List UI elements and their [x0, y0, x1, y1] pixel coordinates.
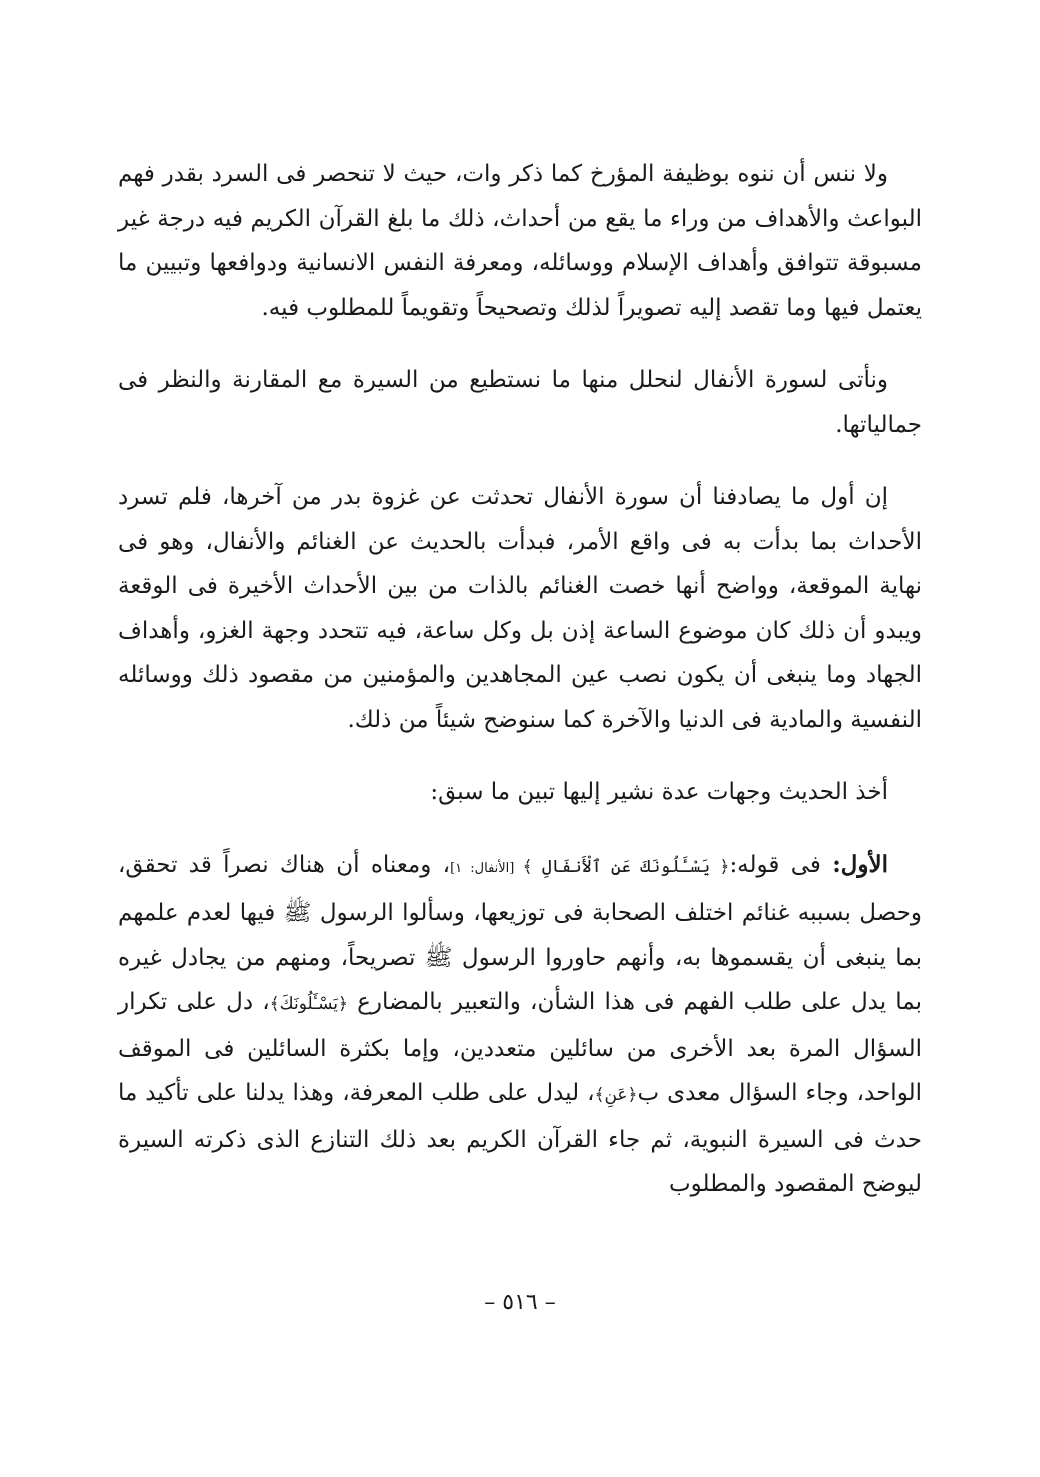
first-aspect-heading: الأول: [832, 850, 889, 878]
quran-quote-an: ﴿عَنِ﴾ [594, 1085, 638, 1105]
first-aspect-text-1: فى قوله: [729, 851, 833, 878]
paragraph-badr-battle: إن أول ما يصادفنا أن سورة الأنفال تحدثت عن غزوة بدر من آخرها، فلم تسرد الأحداث بما بدأت به فى واقع الأمر، فبدأت بالحديث عن الغنائم والأنفال، وهو فى نهاية الموقعة، وواضح أنها خصت الغنائم بالذات من بين الأحداث الأخيرة فى الوقعة ويبدو أن ذلك كان موضوع الساعة إذن بل وكل ساعة، فيه تتحدد وجهة الغزو، وأهداف الجهاد وما ينبغى أن يكون نصب عين المجاهدين والمؤمنين من مقصود ذلك ووسائله النفسية والمادية فى الدنيا والآخرة كما سنوضح شيئاً من ذلك. [118, 484, 922, 733]
quran-quote-anfal: ﴿ يَسْـَٔلُونَكَ عَنِ ٱلْأَنفَالِ ﴾ [522, 856, 730, 877]
quran-reference: [الأنفال: ١] [450, 860, 523, 876]
first-aspect-text-4: ، ليدل على طلب المعرفة، وهذا يدلنا على تأكيد ما حدث فى السيرة النبوية، ثم جاء القرآن الكريم بعد ذلك التنازع الذى ذكرته السيرة ليوضح المقصود والمطلوب [118, 1080, 922, 1197]
first-aspect-text-3: ، دل على تكرار السؤال المرة بعد الأخرى من سائلين متعددين، وإما بكثرة السائلين فى الموقف الواحد، وجاء السؤال معدى ب [118, 989, 922, 1106]
paragraph-anfal-intro: ونأتى لسورة الأنفال لنحلل منها ما نستطيع من السيرة مع المقارنة والنظر فى جمالياتها. [118, 367, 922, 438]
paragraph-first-aspect [118, 843, 922, 1207]
body-text [118, 152, 922, 1235]
first-aspect-text-2: ، ومعناه أن هناك نصراً قد تحقق، وحصل بسببه غنائم اختلف الصحابة فى توزيعها، وسألوا الرسول ﷺ فيها لعدم علمهم بما ينبغى أن يقسموها به، وأنهم حاوروا الرسول ﷺ تصريحاً، ومنهم من يجادل غيره بما يدل على طلب الفهم فى هذا الشأن، والتعبير بالمضارع [118, 851, 923, 1015]
quran-quote-yasalunak: ﴿يَسْـَٔلُونَكَ﴾ [269, 994, 348, 1014]
page-number: – ٥١٦ – [484, 1290, 556, 1315]
paragraph-aspects-intro: أخذ الحديث وجهات عدة نشير إليها تبين ما سبق: [430, 779, 888, 805]
paragraph-watt-historian: ولا ننس أن ننوه بوظيفة المؤرخ كما ذكر وات، حيث لا تنحصر فى السرد بقدر فهم البواعث والأهداف من وراء ما يقع من أحداث، ذلك ما بلغ القرآن الكريم فيه درجة غير مسبوقة تتوافق وأهداف الإسلام ووسائله، ومعرفة النفس الانسانية ودوافعها وتبيين ما يعتمل فيها وما تقصد إليه تصويراً لذلك وتصحيحاً وتقويماً للمطلوب فيه. [118, 161, 922, 321]
